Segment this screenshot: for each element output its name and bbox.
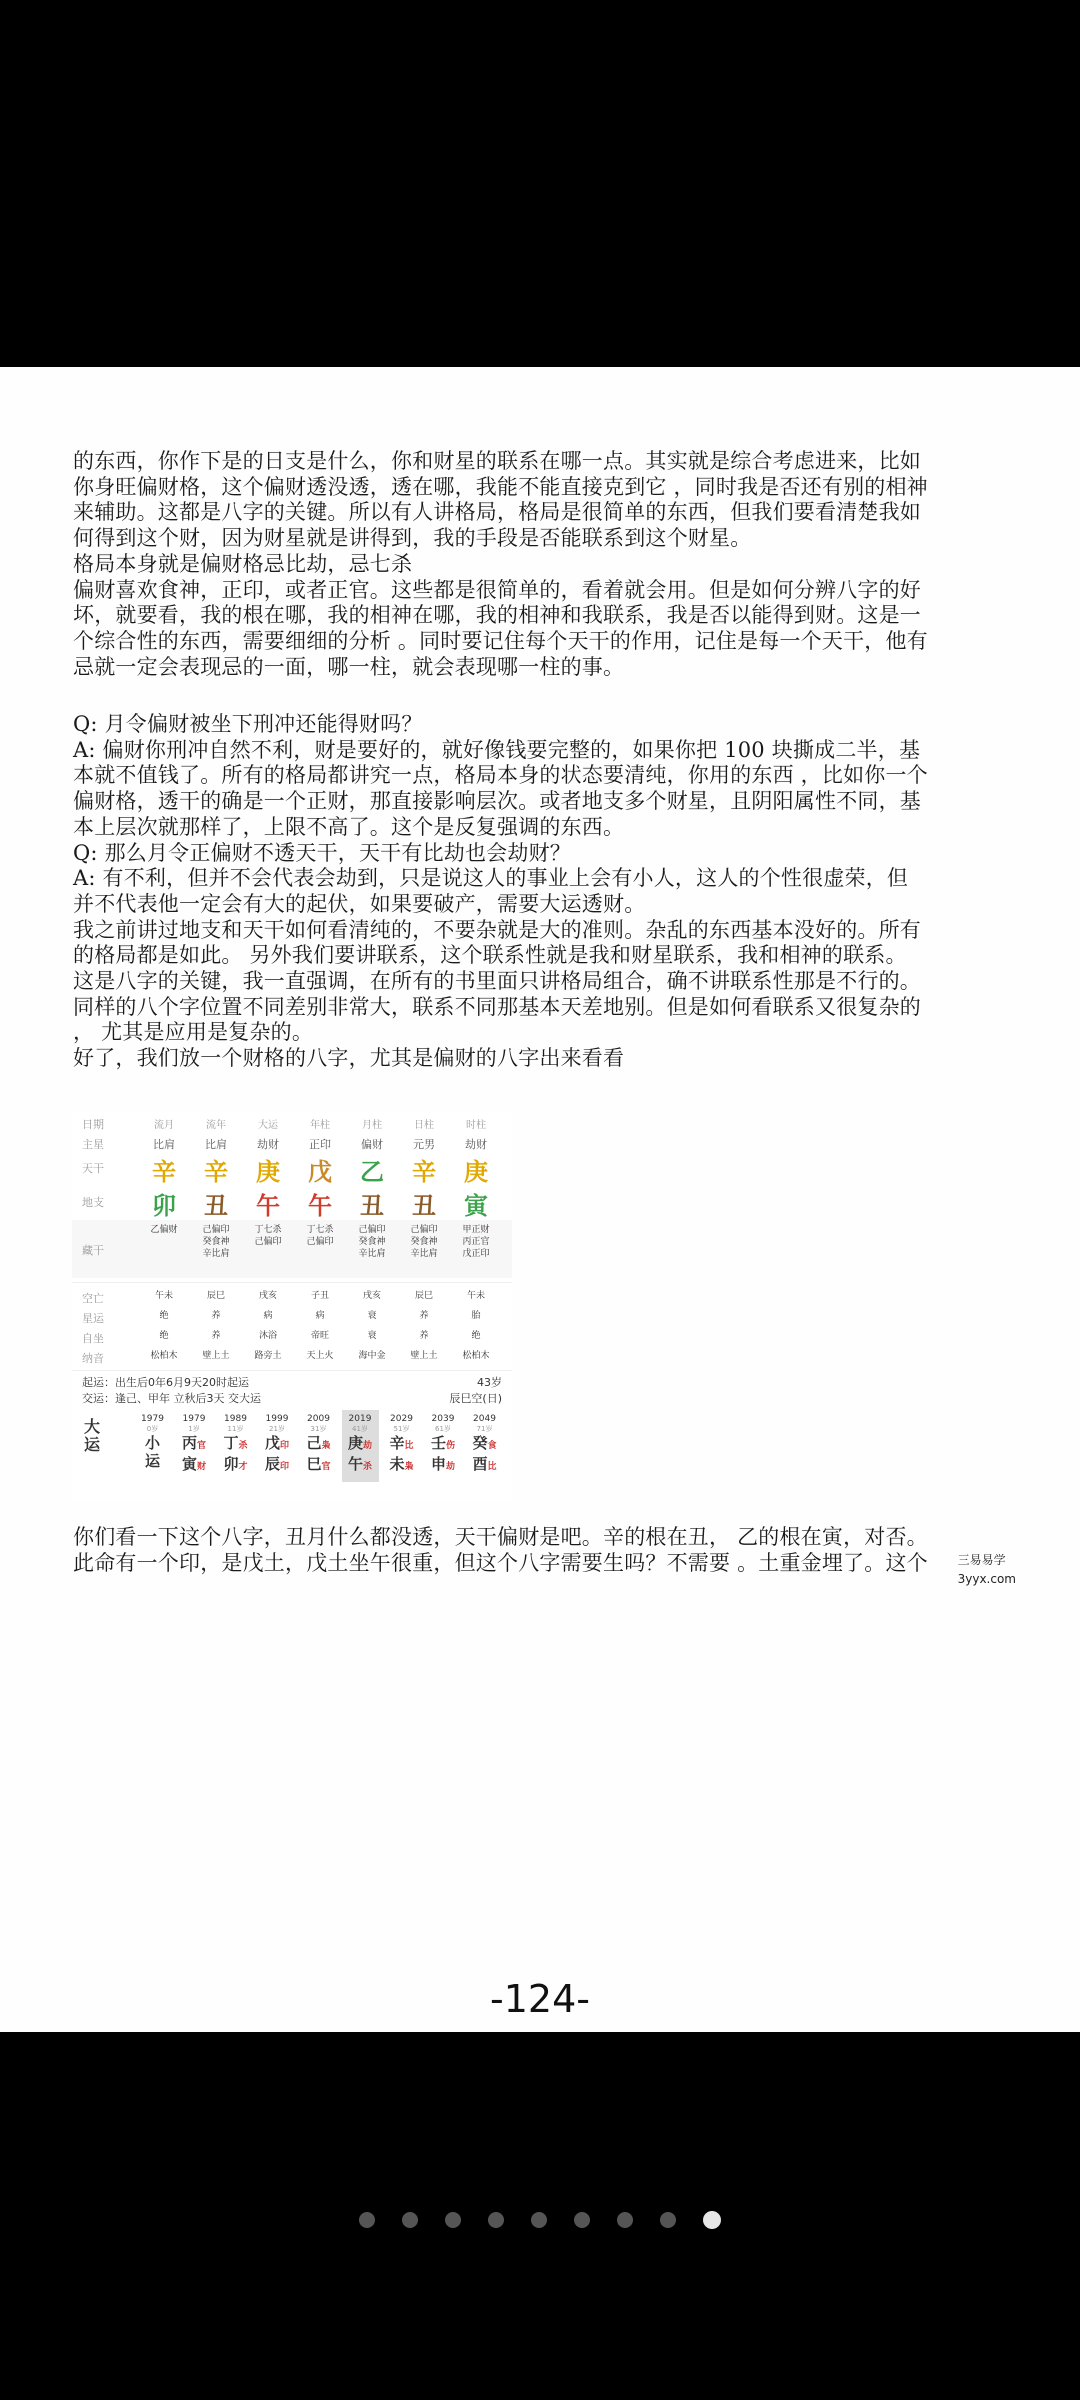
canggan-item: 丙正官 [462, 1237, 490, 1247]
canggan-item: 己偏印 [358, 1225, 386, 1235]
canggan-cell [400, 1224, 448, 1260]
kongwang-cell: 戌亥 [362, 1291, 381, 1301]
xingyun-cell: 养 [419, 1311, 429, 1321]
page-dot[interactable] [660, 2212, 676, 2228]
column-head: 大运 [258, 1120, 278, 1131]
dayun-age: 61岁 [435, 1425, 451, 1433]
bazi-chart [72, 1112, 512, 1502]
dayun-ganzhi: 庚劫 [347, 1434, 373, 1452]
text-line: Q: 那么月令正偏财不透天干，天干有比劫也会劫财？ [73, 840, 571, 865]
earthly-branch: 卯 [152, 1192, 176, 1220]
text-line: 的格局都是如此。 另外我们要讲联系，这个联系性就是我和财星联系，我和相神的联系。 [73, 943, 907, 968]
canggan-item: 癸食神 [358, 1237, 386, 1247]
dayun-column [176, 1410, 213, 1482]
page-dot[interactable] [574, 2212, 590, 2228]
earthly-branch: 丑 [412, 1192, 436, 1220]
shishen-cell: 比肩 [205, 1138, 227, 1151]
shishen-cell: 偏财 [361, 1138, 383, 1151]
canggan-cell [452, 1224, 500, 1260]
dayun-ganzhi: 巳官 [306, 1455, 331, 1473]
canggan-item: 戊正印 [462, 1249, 490, 1259]
dayun-tag: 杀 [238, 1441, 248, 1451]
dayun-age: 0岁 [146, 1425, 159, 1433]
nayin-cell: 壁上土 [202, 1351, 230, 1361]
column-head: 月柱 [362, 1120, 382, 1131]
text-line: Q: 月令偏财被坐下刑冲还能得财吗？ [73, 712, 423, 736]
text-line: 这是八字的关键，我一直强调，在所有的书里面只讲格局组合，确不讲联系性那是不行的。 [73, 969, 921, 994]
heavenly-stem: 庚 [464, 1158, 488, 1186]
text-line: 本上层次就那样了，上限不高了。这个是反复强调的东西。 [73, 814, 625, 839]
row-label: 星运 [82, 1312, 104, 1325]
heavenly-stem: 庚 [256, 1158, 280, 1186]
dayun-ganzhi: 辛比 [389, 1434, 414, 1452]
page-dot[interactable] [531, 2212, 547, 2228]
text-line: 来辅助。这都是八字的关键。所以有人讲格局，格局是很简单的东西，但我们要看清楚我如 [73, 500, 921, 525]
zizuo-cell: 绝 [159, 1331, 169, 1341]
text-line: 个综合性的东西，需要细细的分析 。同时要记住每个天干的作用，记住是每一个天干，他有 [73, 628, 928, 653]
page-dot[interactable] [445, 2212, 461, 2228]
dayun-tag: 劫 [446, 1462, 456, 1472]
earthly-branch: 午 [308, 1192, 332, 1220]
document-page [0, 367, 1080, 2032]
heavenly-stem: 戊 [308, 1158, 332, 1186]
dayun-ganzhi: 丙官 [181, 1434, 207, 1452]
canggan-item: 丁七杀 [254, 1225, 282, 1235]
text-line: 偏财喜欢食神，正印，或者正官。这些都是很简单的，看着就会用。但是如何分辨八字的好 [73, 577, 921, 602]
column-head: 流年 [206, 1120, 226, 1131]
dayun-tag: 枭 [321, 1441, 331, 1451]
canggan-item: 乙偏财 [150, 1225, 178, 1235]
dayun-year: 1999 [265, 1414, 289, 1424]
dayun-column [134, 1410, 171, 1482]
watermark-line: 三易易学 [957, 1553, 1006, 1567]
dayun-year: 2009 [307, 1414, 330, 1424]
shishen-cell: 比肩 [153, 1138, 175, 1151]
row-label: 日期 [82, 1118, 104, 1131]
dayun-column [259, 1410, 296, 1482]
canggan-item: 辛比肩 [410, 1249, 438, 1259]
dayun-tag: 伤 [446, 1441, 456, 1451]
dayun-tag: 劫 [363, 1441, 373, 1451]
heavenly-stem: 辛 [412, 1158, 436, 1186]
canggan-item: 辛比肩 [358, 1249, 386, 1259]
dayun-year: 1989 [224, 1414, 247, 1424]
text-block-middle [73, 712, 933, 1072]
canggan-item: 丁七杀 [306, 1225, 334, 1235]
dayun-year: 1979 [141, 1414, 164, 1424]
dayun-tag: 比 [404, 1441, 414, 1451]
dayun-column [383, 1410, 420, 1482]
text-line: 并不代表他一定会有大的起伏，如果要破产，需要大运透财。 [73, 891, 646, 916]
canggan-cell [244, 1224, 292, 1248]
nayin-cell: 松柏木 [150, 1351, 178, 1361]
shishen-cell: 正印 [309, 1138, 331, 1151]
dayun-age: 21岁 [269, 1425, 285, 1433]
canggan-item: 癸食神 [410, 1237, 438, 1247]
text-line: 好了，我们放一个财格的八字，尤其是偏财的八字出来看看 [73, 1046, 625, 1071]
dayun-ganzhi: 寅财 [181, 1455, 207, 1473]
shishen-cell: 劫财 [257, 1138, 279, 1151]
dayun-tag: 枭 [404, 1462, 414, 1472]
canggan-item: 辛比肩 [202, 1249, 230, 1259]
dayun-column [342, 1410, 379, 1482]
dayun-ganzhi: 辰印 [264, 1455, 290, 1473]
canggan-item: 己偏印 [254, 1237, 282, 1247]
earthly-branch: 丑 [204, 1192, 228, 1220]
dayun-ganzhi: 戊印 [264, 1434, 290, 1452]
zizuo-cell: 养 [419, 1331, 429, 1341]
heavenly-stem: 辛 [152, 1158, 176, 1186]
dayun-year: 2019 [348, 1414, 372, 1424]
text-line: 你们看一下这个八字，丑月什么都没透，天干偏财是吧。辛的根在丑， 乙的根在寅，对否。 [73, 1525, 928, 1549]
canggan-cell [140, 1224, 188, 1236]
jiaoyun-label: 交运：逢己、甲年 立秋后3天 交大运 [82, 1392, 261, 1405]
zizuo-cell: 养 [211, 1331, 221, 1341]
qiyun-label: 起运：出生后0年6月9天20时起运 [82, 1376, 249, 1389]
row-label: 纳音 [82, 1352, 104, 1365]
dayun-ganzhi: 运 [144, 1452, 160, 1470]
dayun-tag: 官 [321, 1462, 331, 1472]
kongwang-cell: 子丑 [310, 1291, 329, 1301]
text-line: 本就不值钱了。所有的格局都讲究一点，格局本身的状态要清纯，你用的东西 ，比如你一个 [73, 763, 928, 788]
row-label: 地支 [82, 1196, 104, 1209]
earthly-branch: 午 [256, 1192, 280, 1220]
canggan-cell [296, 1224, 344, 1248]
canggan-item: 己偏印 [410, 1225, 438, 1235]
dayun-ganzhi: 丁杀 [223, 1434, 248, 1452]
dayun-ganzhi: 未枭 [389, 1455, 414, 1473]
page-dot[interactable] [488, 2212, 504, 2228]
dayun-year: 2029 [390, 1414, 413, 1424]
page-dot[interactable] [617, 2212, 633, 2228]
page-dot[interactable] [402, 2212, 418, 2228]
xingyun-cell: 养 [211, 1311, 221, 1321]
xingyun-cell: 病 [263, 1311, 273, 1321]
nayin-cell: 海中金 [358, 1351, 386, 1361]
text-line: A: 偏财你刑冲自然不利，财是要好的，就好像钱要完整的，如果你把 100 块撕成二半，基 [73, 737, 921, 762]
dayun-ganzhi: 午杀 [347, 1455, 373, 1473]
dayun-age: 41岁 [352, 1425, 368, 1433]
kongwang-cell: 辰巳 [206, 1291, 225, 1301]
dayun-tag: 杀 [363, 1462, 373, 1472]
text-line: 忌就一定会表现忌的一面，哪一柱，就会表现哪一柱的事。 [73, 654, 625, 679]
nayin-cell: 天上火 [306, 1351, 334, 1361]
dayun-column [217, 1410, 254, 1482]
dayun-tag: 食 [487, 1441, 497, 1451]
canggan-item: 己偏印 [306, 1237, 334, 1247]
heavenly-stem: 辛 [204, 1158, 228, 1186]
heavenly-stem: 乙 [360, 1158, 384, 1186]
text-line: 格局本身就是偏财格忌比劫，忌七杀 [73, 551, 413, 576]
zizuo-cell: 衰 [367, 1331, 377, 1341]
column-head: 时柱 [466, 1120, 486, 1131]
dayun-tag: 比 [487, 1462, 497, 1472]
text-line: ， 尤其是应用是复杂的。 [73, 1020, 314, 1045]
shishen-cell: 元男 [413, 1138, 435, 1151]
dayun-year: 2039 [431, 1414, 455, 1424]
dayun-column [425, 1410, 462, 1482]
dayun-column [300, 1410, 337, 1482]
canggan-cell [348, 1224, 396, 1260]
nayin-cell: 壁上土 [410, 1351, 438, 1361]
dayun-age: 51岁 [393, 1425, 410, 1433]
dayun-age: 31岁 [310, 1425, 327, 1433]
dayun-label: 大运 [84, 1417, 101, 1454]
row-label: 主星 [82, 1138, 104, 1151]
page-number: -124- [490, 1977, 590, 2021]
xingyun-cell: 病 [315, 1311, 325, 1321]
nayin-cell: 松柏木 [462, 1351, 490, 1361]
dayun-row [72, 1410, 512, 1482]
row-label: 空亡 [82, 1292, 104, 1305]
dayun-ganzhi: 申劫 [430, 1455, 456, 1473]
zizuo-cell: 绝 [471, 1331, 481, 1341]
dayun-tag: 才 [238, 1462, 248, 1472]
text-block-bottom [73, 1525, 933, 1576]
watermark [958, 1551, 1016, 1589]
row-label: 藏干 [82, 1244, 104, 1257]
kongwang-cell: 午未 [466, 1291, 485, 1301]
zizuo-cell: 帝旺 [310, 1331, 329, 1341]
column-head: 日柱 [414, 1120, 434, 1131]
page-dot[interactable] [703, 2211, 721, 2229]
dayun-ganzhi: 卯才 [223, 1455, 248, 1473]
dayun-ganzhi: 癸食 [472, 1434, 497, 1452]
text-line: 坏，就要看，我的根在哪，我的相神在哪，我的相神和我联系，我是否以能得到财。这是一 [73, 603, 921, 628]
dayun-year: 2049 [473, 1414, 496, 1424]
zizuo-cell: 沐浴 [258, 1331, 277, 1341]
dayun-ganzhi: 壬伤 [430, 1434, 456, 1452]
canggan-item: 癸食神 [202, 1237, 230, 1247]
nayin-cell: 路旁土 [254, 1351, 282, 1361]
dayun-ganzhi: 己枭 [306, 1434, 331, 1452]
dayun-ganzhi: 酉比 [472, 1455, 497, 1473]
column-head: 年柱 [310, 1120, 330, 1131]
divider [72, 1282, 512, 1283]
kongwang-cell: 辰巳 [414, 1291, 433, 1301]
dayun-age: 1岁 [188, 1425, 200, 1433]
text-line: 我之前讲过地支和天干如何看清纯的，不要杂就是大的准则。杂乱的东西基本没好的。所有 [73, 917, 921, 942]
text-line: 偏财格，透干的确是一个正财，那直接影响层次。或者地支多个财星，且阴阳属性不同，基 [73, 789, 921, 814]
jiaoyun-kong: 辰巳空(日) [449, 1392, 502, 1405]
xingyun-cell: 胎 [471, 1311, 481, 1321]
page-dot[interactable] [359, 2212, 375, 2228]
divider [72, 1370, 512, 1371]
text-block-top [73, 449, 933, 680]
row-label: 自坐 [82, 1332, 104, 1345]
dayun-age: 71岁 [476, 1425, 493, 1433]
dayun-ganzhi: 小 [144, 1434, 160, 1452]
kongwang-cell: 午未 [154, 1291, 173, 1301]
text-line: 的东西，你作下是的日支是什么，你和财星的联系在哪一点。其实就是综合考虑进来，比如 [73, 449, 921, 473]
xingyun-cell: 绝 [159, 1311, 169, 1321]
canggan-item: 甲正财 [462, 1225, 490, 1235]
dayun-tag: 印 [280, 1441, 290, 1451]
earthly-branch: 丑 [360, 1192, 384, 1220]
text-line: A: 有不利，但并不会代表会劫到，只是说这人的事业上会有小人，这人的个性很虚荣，但 [73, 866, 909, 891]
text-line: 你身旺偏财格，这个偏财透没透，透在哪，我能不能直接克到它 ，同时我是否还有别的相神 [73, 474, 928, 499]
dayun-age: 11岁 [227, 1425, 244, 1433]
dayun-tag: 财 [197, 1462, 207, 1472]
kongwang-cell: 戌亥 [258, 1291, 277, 1301]
dayun-tag: 印 [280, 1462, 290, 1472]
text-line: 何得到这个财，因为财星就是讲得到，我的手段是否能联系到这个财星。 [73, 526, 752, 551]
shishen-cell: 劫财 [465, 1138, 487, 1151]
watermark-line: 3yyx.com [957, 1572, 1016, 1586]
dayun-column [466, 1410, 503, 1482]
column-head: 流月 [154, 1120, 174, 1131]
text-line: 此命有一个印，是戊土，戊土坐午很重，但这个八字需要生吗？不需要 。土重金埋了。这个 [73, 1550, 928, 1575]
text-line: 同样的八个字位置不同差别非常大，联系不同那基本天差地别。但是如何看联系又很复杂的 [73, 994, 921, 1019]
row-label: 天干 [82, 1162, 104, 1175]
dayun-year: 1979 [182, 1414, 206, 1424]
dayun-tag: 官 [197, 1441, 207, 1451]
xingyun-cell: 衰 [367, 1311, 377, 1321]
qiyun-age: 43岁 [477, 1376, 502, 1389]
earthly-branch: 寅 [464, 1192, 488, 1220]
canggan-item: 己偏印 [202, 1225, 230, 1235]
canggan-cell [192, 1224, 240, 1260]
